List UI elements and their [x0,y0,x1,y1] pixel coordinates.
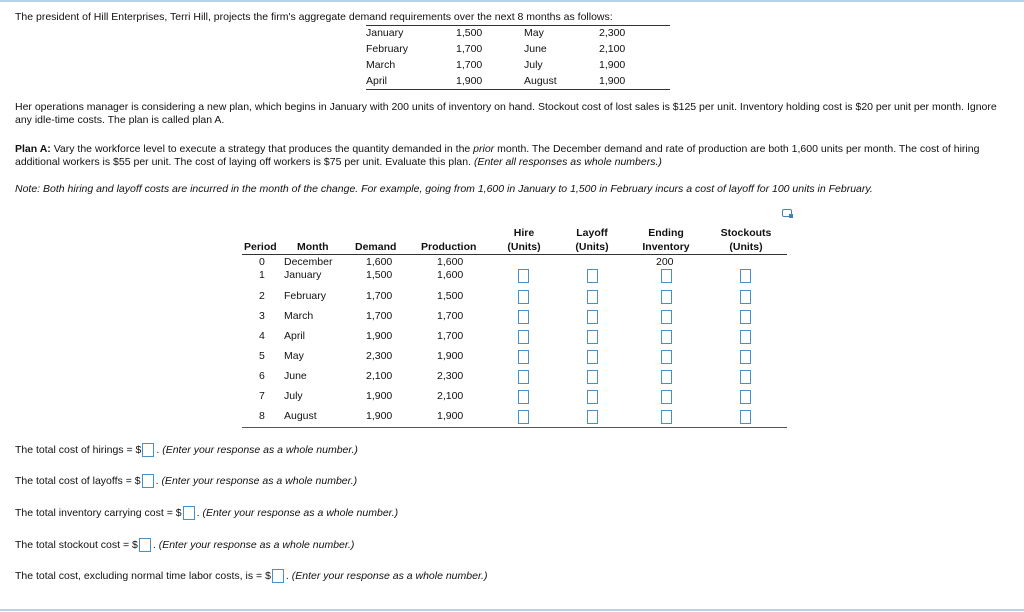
answer-label: The total stockout cost = $ [15,539,138,551]
period-separator: . [156,444,163,456]
answer-label: The total cost, excluding normal time labor costs, is = $ [15,570,271,582]
stockouts-input[interactable] [740,390,751,404]
period-cell: 0 [259,256,265,268]
answer-hint: (Enter your response as a whole number.) [162,444,358,456]
answer-label: The total cost of hirings = $ [15,444,142,456]
period-cell: 8 [259,410,265,422]
ending-inventory-input[interactable] [661,269,672,283]
total-layoff-cost-input[interactable] [142,474,154,488]
production-cell: 1,500 [437,290,464,302]
stockouts-input[interactable] [740,269,751,283]
production-cell: 1,700 [437,310,464,322]
demand-cell: 1,500 [366,269,393,281]
demand-value-left: 1,900 [456,75,483,87]
hire-input[interactable] [518,269,529,283]
header-production: Production [421,241,477,253]
layoff-input[interactable] [587,269,598,283]
table-row [242,269,787,287]
layoff-input[interactable] [587,390,598,404]
month-cell: December [284,256,333,268]
demand-cell: 1,900 [366,330,393,342]
header-ending-inventory: Ending Inventory [642,227,690,253]
production-cell: 1,600 [437,269,464,281]
initial-inventory-value: 200 [656,256,674,268]
demand-cell: 1,900 [366,410,393,422]
copy-table-icon[interactable] [782,209,792,217]
demand-row [366,27,670,43]
period-cell: 6 [259,370,265,382]
ending-inventory-input[interactable] [661,290,672,304]
period-cell: 3 [259,310,265,322]
answer-label: The total cost of layoffs = $ [15,475,141,487]
demand-month-right: May [524,27,544,39]
plan-text-instruction: (Enter all responses as whole numbers.) [473,156,662,168]
total-inventory-carrying-cost-line [15,506,398,520]
demand-value-right: 1,900 [599,59,626,71]
stockouts-input[interactable] [740,290,751,304]
demand-value-left: 1,500 [456,27,483,39]
plan-text-prior: prior [473,143,495,155]
total-hiring-cost-input[interactable] [142,443,154,457]
hire-input[interactable] [518,350,529,364]
hire-input[interactable] [518,410,529,424]
production-cell: 1,600 [437,256,464,268]
total-stockout-cost-line [15,538,354,552]
demand-cell: 1,700 [366,310,393,322]
header-demand: Demand [355,241,397,253]
table-top-rule [366,25,670,26]
ending-inventory-input[interactable] [661,330,672,344]
period-cell: 4 [259,330,265,342]
layoff-input[interactable] [587,290,598,304]
ending-inventory-input[interactable] [661,370,672,384]
answer-hint: (Enter your response as a whole number.) [291,570,488,582]
hire-input[interactable] [518,370,529,384]
month-cell: March [284,310,314,322]
production-cell: 1,900 [437,410,464,422]
demand-month-right: August [524,75,557,87]
demand-month-left: January [366,27,404,39]
layoff-input[interactable] [587,310,598,324]
demand-value-left: 1,700 [456,59,483,71]
period-separator: . [196,507,203,519]
demand-row [366,43,670,59]
layoff-input[interactable] [587,370,598,384]
plan-a-description [15,143,1015,169]
month-cell: April [284,330,306,342]
production-cell: 1,900 [437,350,464,362]
stockouts-input[interactable] [740,350,751,364]
plan-label: Plan A: [15,143,51,155]
demand-value-right: 2,100 [599,43,626,55]
production-cell: 2,100 [437,390,464,402]
stockouts-input[interactable] [740,370,751,384]
answer-hint: (Enter your response as a whole number.) [161,475,358,487]
month-cell: February [284,290,327,302]
ending-inventory-input[interactable] [661,410,672,424]
demand-value-right: 1,900 [599,75,626,87]
period-cell: 7 [259,390,265,402]
answer-hint: (Enter your response as a whole number.) [202,507,399,519]
total-layoff-cost-line [15,474,357,488]
demand-month-left: April [366,75,388,87]
paragraph-inventory-info: Her operations manager is considering a new plan, which begins in January with 200 units of inventory on hand. Stockout cost of lost sales is $125 per unit. Inventory holding cost is $20 per unit per month. Ignore any idle-time costs. The plan is called plan A. [15,101,997,126]
period-cell: 1 [259,269,265,281]
bottom-border [0,609,1024,611]
total-cost-input[interactable] [272,569,284,583]
table-row [242,290,787,308]
total-inventory-carrying-cost-input[interactable] [183,506,195,520]
stockouts-input[interactable] [740,310,751,324]
header-period: Period [244,241,277,253]
demand-month-right: June [524,43,547,55]
demand-cell: 1,700 [366,290,393,302]
ending-inventory-input[interactable] [661,390,672,404]
total-cost-line [15,569,487,583]
month-cell: June [284,370,307,382]
demand-cell: 2,100 [366,370,393,382]
ending-inventory-input[interactable] [661,310,672,324]
answer-label: The total inventory carrying cost = $ [15,507,182,519]
demand-cell: 1,600 [366,256,393,268]
demand-value-right: 2,300 [599,27,626,39]
hire-input[interactable] [518,390,529,404]
production-cell: 2,300 [437,370,464,382]
demand-row [366,59,670,75]
stockouts-input[interactable] [740,330,751,344]
hire-input[interactable] [518,290,529,304]
period-separator: . [152,539,159,551]
period-cell: 5 [259,350,265,362]
header-rule [242,254,787,255]
period-separator: . [155,475,162,487]
plan-text-2: month. The December demand and rate of production are both 1,600 units per month. The cost of hiring additional workers is $55 per unit. The cost of laying off workers is $75 per unit. Evaluate this plan. [15,143,980,168]
demand-value-left: 1,700 [456,43,483,55]
table-bottom-rule [366,89,670,90]
ending-inventory-input[interactable] [661,350,672,364]
table-row [242,310,787,328]
period-cell: 2 [259,290,265,302]
intro-text: The president of Hill Enterprises, Terri Hill, projects the firm's aggregate demand requirements over the next 8 months as follows: [15,11,613,23]
total-hiring-cost-line [15,443,358,457]
table-row [242,350,787,368]
top-border [0,0,1024,2]
layoff-input[interactable] [587,410,598,424]
header-month: Month [297,241,329,253]
layoff-input[interactable] [587,330,598,344]
header-hire: Hire (Units) [507,227,541,253]
table-bottom-rule [242,427,787,428]
plan-text-1: Vary the workforce level to execute a strategy that produces the quantity demanded in the [50,143,474,155]
total-stockout-cost-input[interactable] [139,538,151,552]
month-cell: August [284,410,317,422]
demand-month-right: July [524,59,543,71]
table-row [242,370,787,388]
table-row [242,390,787,408]
hire-input[interactable] [518,330,529,344]
period-separator: . [285,570,292,582]
header-layoff: Layoff (Units) [575,227,609,253]
stockouts-input[interactable] [740,410,751,424]
table-row [242,330,787,348]
plan-a-table [242,224,787,429]
production-cell: 1,700 [437,330,464,342]
demand-requirements-table [366,27,670,91]
demand-month-left: March [366,59,396,71]
demand-month-left: February [366,43,409,55]
month-cell: May [284,350,304,362]
month-cell: July [284,390,303,402]
answer-hint: (Enter your response as a whole number.) [158,539,355,551]
hire-input[interactable] [518,310,529,324]
table-row [242,410,787,428]
month-cell: January [284,269,322,281]
demand-cell: 2,300 [366,350,393,362]
header-stockouts: Stockouts (Units) [720,227,772,253]
layoff-input[interactable] [587,350,598,364]
note-text: Note: Both hiring and layoff costs are incurred in the month of the change. For example, going from 1,600 in January to 1,500 in February incurs a cost of layoff for 100 units in February. [15,183,873,195]
demand-cell: 1,900 [366,390,393,402]
